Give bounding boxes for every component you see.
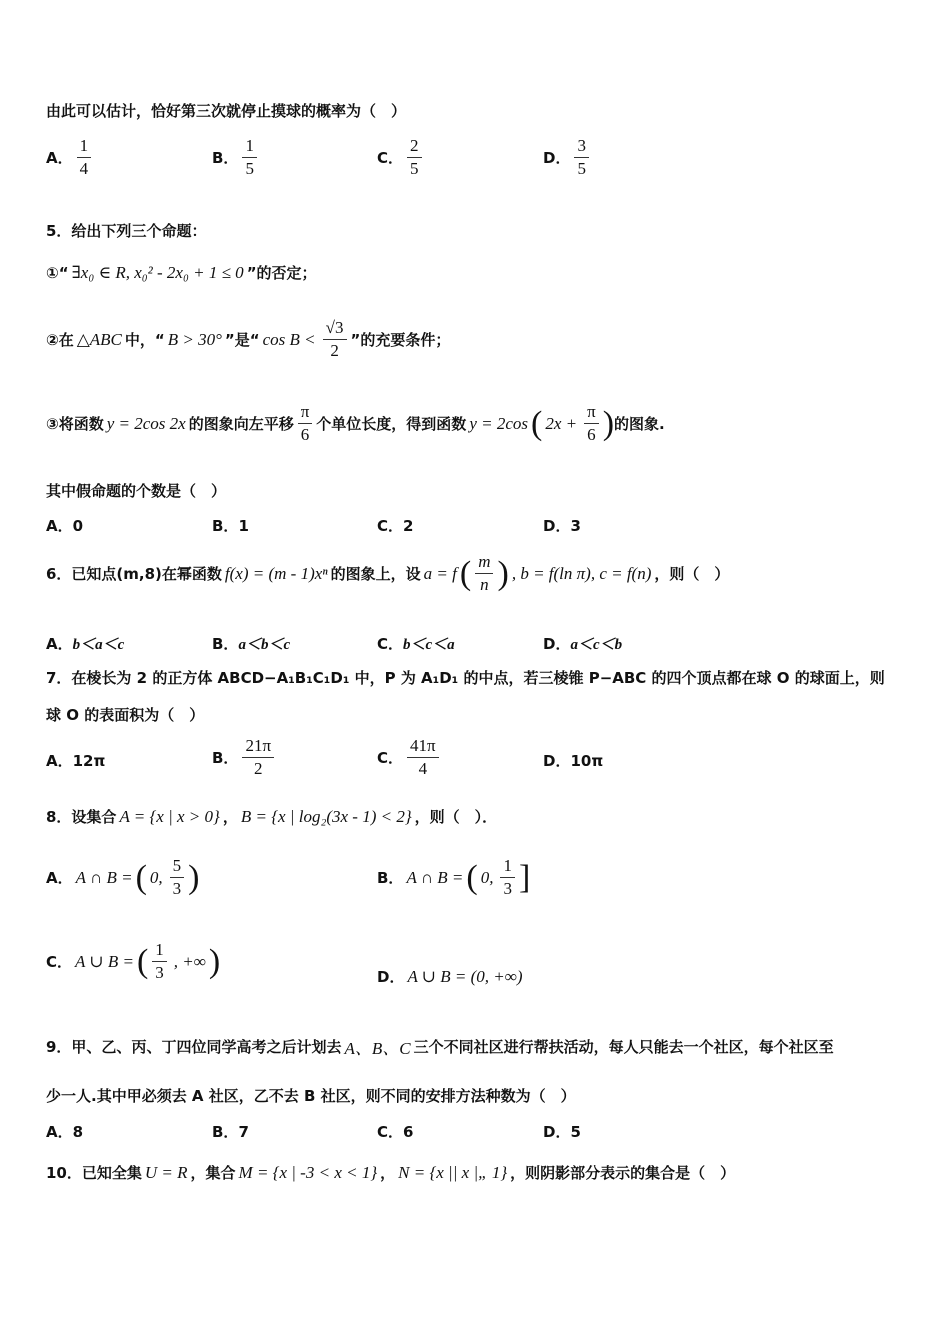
text: ”是“ xyxy=(224,331,260,349)
q5-option-a xyxy=(46,515,83,536)
text: 7．在棱长为 2 的正方体 ABCD−A₁B₁C₁D₁ 中，P 为 A₁D₁ 的中点，若三棱锥 P−ABC 的四个顶点都在球 O 的球面上，则 xyxy=(46,669,885,687)
right-paren: ) xyxy=(208,942,221,980)
fraction xyxy=(407,136,422,179)
denominator: 6 xyxy=(300,425,310,444)
q5-proposition-2 xyxy=(46,318,910,361)
right-paren: ) xyxy=(497,554,509,592)
text: 的图象向左平移 xyxy=(188,415,294,433)
option-label: C． xyxy=(377,1123,404,1141)
q8-option-d xyxy=(377,966,526,987)
numerator: π xyxy=(298,402,313,424)
text: 9．甲、乙、丙、丁四位同学高考之后计划去 xyxy=(46,1038,342,1056)
numerator: 3 xyxy=(574,136,589,158)
q8-option-c xyxy=(46,940,220,983)
q4-option-b xyxy=(212,136,261,179)
numerator: √3 xyxy=(323,318,347,340)
q9-stem-line-1 xyxy=(46,1034,910,1059)
math-expr: A ∪ B = xyxy=(75,951,134,971)
text: 三个不同社区进行帮扶活动，每人只能去一个社区，每个社区至 xyxy=(413,1038,834,1056)
denominator: 4 xyxy=(418,759,428,778)
math-expr: 0, xyxy=(149,867,163,887)
option-text: 0 xyxy=(72,516,84,535)
option-text: 1 xyxy=(238,516,249,535)
text: ，则（ ） xyxy=(654,565,730,583)
text: 个单位长度，得到函数 xyxy=(316,415,467,433)
option-text: 5 xyxy=(570,1122,581,1141)
q5-option-b xyxy=(212,515,249,536)
math-expr: , +∞ xyxy=(173,951,206,971)
math-expr: U = R xyxy=(144,1162,188,1182)
option-label: D． xyxy=(377,968,405,986)
intro-question xyxy=(46,100,910,121)
math-expr: △ABC xyxy=(76,329,122,349)
math-expr: 0, xyxy=(480,867,494,887)
numerator: 1 xyxy=(242,136,257,158)
left-paren: ( xyxy=(136,942,149,980)
math-expr: N = {x || x |„ 1} xyxy=(398,1162,508,1182)
fraction xyxy=(170,856,185,899)
math-expr: , b = f(ln π), c = f(n) xyxy=(511,563,652,583)
fraction xyxy=(574,136,589,179)
text: ，则阴影部分表示的集合是（ ） xyxy=(510,1164,736,1182)
option-label: B． xyxy=(212,517,239,535)
denominator: 2 xyxy=(253,759,263,778)
math-expr: y = 2cos 2x xyxy=(106,413,186,433)
option-label: C． xyxy=(377,749,404,767)
math-expr: B > 30° xyxy=(167,329,222,349)
text: ，则（ ）． xyxy=(414,808,498,826)
option-label: A． xyxy=(46,869,73,887)
q4-option-a xyxy=(46,136,95,179)
option-label: B． xyxy=(212,1123,239,1141)
option-label: B． xyxy=(212,749,239,767)
q7-stem-line-1 xyxy=(46,667,910,688)
math-expr: a = f xyxy=(423,563,457,583)
fraction xyxy=(242,136,257,179)
fraction xyxy=(475,552,493,595)
text: 8．设集合 xyxy=(46,808,117,826)
option-label: C． xyxy=(46,953,73,971)
denominator: 3 xyxy=(172,879,182,898)
text: 6．已知点(m,8)在幂函数 xyxy=(46,565,222,583)
numerator: 2 xyxy=(407,136,422,158)
text: 少一人.其中甲必须去 A 社区，乙不去 B 社区，则不同的安排方法种数为（ ） xyxy=(46,1087,576,1105)
option-text: 12π xyxy=(72,751,106,770)
option-text: a＜c＜b xyxy=(570,637,623,653)
math-expr: A = {x | x > 0} xyxy=(119,806,220,826)
text: 的图象. xyxy=(614,415,665,433)
text: ③将函数 xyxy=(46,415,104,433)
text: 中，“ xyxy=(124,331,165,349)
numerator: 1 xyxy=(152,940,167,962)
option-text: 7 xyxy=(238,1122,249,1141)
option-label: B． xyxy=(212,149,239,167)
text: ， xyxy=(380,1164,396,1182)
math-expr: 2x + xyxy=(545,413,578,433)
text: 的图象上，设 xyxy=(330,565,421,583)
numerator: π xyxy=(584,402,599,424)
right-bracket: ] xyxy=(518,858,531,896)
q9-option-d xyxy=(543,1121,581,1142)
q9-option-b xyxy=(212,1121,249,1142)
denominator: 3 xyxy=(503,879,512,898)
text: 球 O 的表面积为（ ） xyxy=(46,706,205,724)
fraction xyxy=(323,318,347,361)
q9-option-a xyxy=(46,1121,83,1142)
left-paren: ( xyxy=(466,858,478,896)
left-paren: ( xyxy=(135,858,147,896)
left-paren: ( xyxy=(531,404,543,442)
q5-question xyxy=(46,480,910,501)
q10-stem xyxy=(46,1162,910,1183)
numerator: 41π xyxy=(407,736,439,758)
option-label: A． xyxy=(46,752,73,770)
option-label: D． xyxy=(543,149,571,167)
denominator: 6 xyxy=(587,425,596,444)
math-expr: M = {x | -3 < x < 1} xyxy=(238,1162,378,1182)
q4-option-d xyxy=(543,136,593,179)
denominator: 3 xyxy=(155,963,164,982)
q5-proposition-1 xyxy=(46,262,910,283)
denominator: 4 xyxy=(79,159,89,178)
text: 10．已知全集 xyxy=(46,1164,142,1182)
math-expr: A、B、C xyxy=(344,1039,411,1058)
math-expr: y = 2cos xyxy=(469,413,528,433)
option-text: 2 xyxy=(403,516,414,535)
q5-option-d xyxy=(543,515,581,536)
denominator: 5 xyxy=(410,159,419,178)
q7-stem-line-2 xyxy=(46,704,910,725)
option-label: A． xyxy=(46,517,73,535)
q6-option-a xyxy=(46,633,124,654)
text: 其中假命题的个数是（ ） xyxy=(46,482,227,500)
text: ”的否定； xyxy=(246,264,317,282)
math-expr: cos B < xyxy=(262,329,316,349)
option-text: 6 xyxy=(403,1122,414,1141)
math-expr: ∃x₀ ∈ R, x₀² - 2x₀ + 1 ≤ 0 xyxy=(71,262,244,282)
q6-option-d xyxy=(543,633,622,654)
fraction xyxy=(584,402,599,445)
math-expr: B = {x | log₂(3x - 1) < 2} xyxy=(240,806,412,826)
math-expr: A ∩ B = xyxy=(75,867,133,887)
option-label: C． xyxy=(377,635,404,653)
option-label: D． xyxy=(543,752,571,770)
text: ”的充要条件； xyxy=(350,331,451,349)
option-label: A． xyxy=(46,1123,73,1141)
option-text: b＜c＜a xyxy=(403,637,455,653)
option-text: 3 xyxy=(570,516,581,535)
text: ①“ xyxy=(46,263,69,282)
numerator: 1 xyxy=(77,136,92,158)
option-label: B． xyxy=(377,869,404,887)
text: ②在 xyxy=(46,331,74,349)
option-label: D． xyxy=(543,635,571,653)
option-text: 10π xyxy=(570,751,604,770)
q7-option-c xyxy=(377,736,443,779)
option-text: a＜b＜c xyxy=(238,637,291,653)
q5-title-text: 5．给出下列三个命题： xyxy=(46,222,207,240)
q9-option-c xyxy=(377,1121,413,1142)
denominator: 5 xyxy=(577,159,586,178)
denominator: n xyxy=(480,575,489,594)
option-label: A． xyxy=(46,149,73,167)
left-paren: ( xyxy=(459,554,472,592)
q7-option-d xyxy=(543,750,603,771)
math-expr: A ∩ B = xyxy=(406,867,464,887)
option-label: C． xyxy=(377,149,404,167)
option-label: A． xyxy=(46,635,73,653)
fraction xyxy=(242,736,274,779)
q5-option-c xyxy=(377,515,413,536)
right-paren: ) xyxy=(188,858,200,896)
right-paren: ) xyxy=(602,404,615,442)
numerator: m xyxy=(475,552,493,574)
math-expr: A ∪ B = (0, +∞) xyxy=(407,966,523,986)
denominator: 5 xyxy=(245,159,254,178)
q5-proposition-3 xyxy=(46,402,910,445)
text: ， xyxy=(222,808,238,826)
q5-title xyxy=(46,220,910,241)
q8-stem xyxy=(46,806,910,827)
q9-stem-line-2 xyxy=(46,1085,910,1106)
q6-option-b xyxy=(212,633,290,654)
fraction xyxy=(152,940,167,983)
option-text: 8 xyxy=(72,1122,84,1141)
numerator: 5 xyxy=(170,856,185,878)
fraction xyxy=(500,856,515,899)
option-label: B． xyxy=(212,635,239,653)
q7-option-a xyxy=(46,750,105,771)
q6-stem xyxy=(46,552,910,595)
fraction xyxy=(77,136,92,179)
option-label: D． xyxy=(543,517,571,535)
option-label: C． xyxy=(377,517,404,535)
numerator: 1 xyxy=(500,856,515,878)
q8-option-b xyxy=(377,856,530,899)
text: ，集合 xyxy=(190,1164,236,1182)
denominator: 2 xyxy=(330,341,339,360)
option-label: D． xyxy=(543,1123,571,1141)
q6-option-c xyxy=(377,633,455,654)
q4-option-c xyxy=(377,136,426,179)
fraction xyxy=(298,402,313,445)
q8-option-a xyxy=(46,856,199,899)
fraction xyxy=(407,736,439,779)
option-text: b＜a＜c xyxy=(72,637,125,653)
intro-text: 由此可以估计，恰好第三次就停止摸球的概率为（ ） xyxy=(46,102,407,120)
math-expr: f(x) = (m - 1)xⁿ xyxy=(224,563,328,583)
q7-option-b xyxy=(212,736,278,779)
numerator: 21π xyxy=(242,736,274,758)
